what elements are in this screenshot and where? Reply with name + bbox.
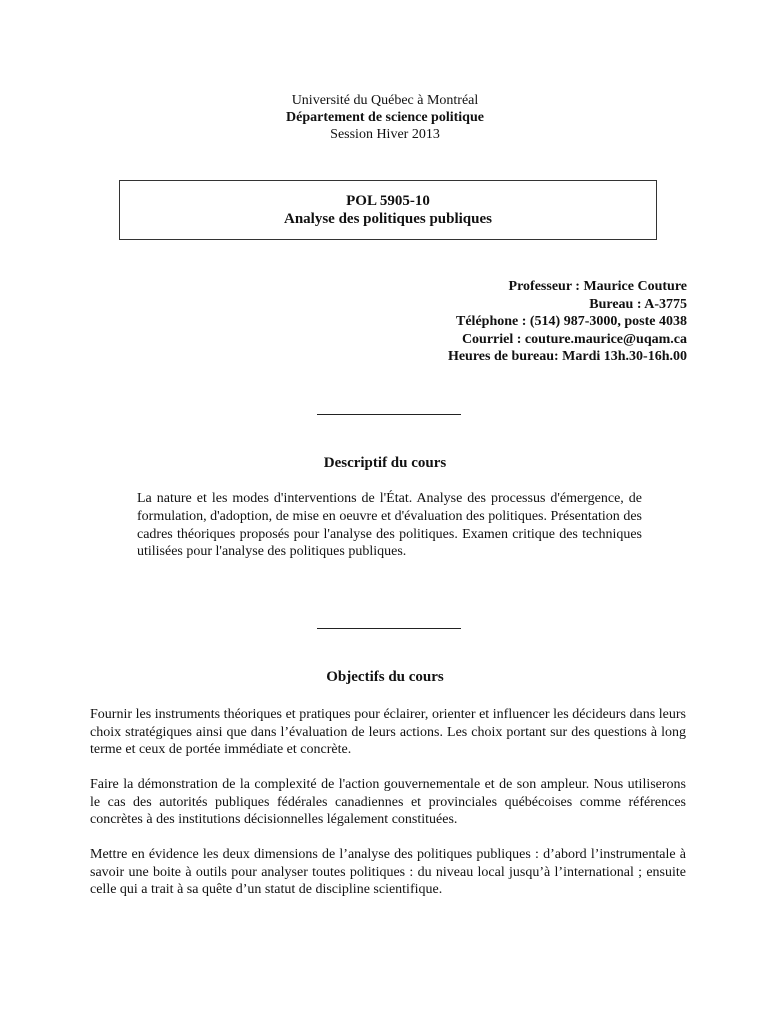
- professor-name: Professeur : Maurice Couture: [508, 279, 687, 294]
- separator-rule: [317, 414, 461, 415]
- course-title-box: [119, 180, 657, 240]
- objective-paragraph: Fournir les instruments théoriques et pratiques pour éclairer, orienter et influencer les décideurs dans leurs choix stratégiques ainsi que dans l’évaluation de leurs actions. Les choix portant sur des questions à long terme et ceux de portée immédiate et concrète.: [90, 707, 686, 758]
- department-name: Département de science politique: [286, 110, 484, 125]
- course-code: POL 5905-10: [346, 193, 430, 209]
- objectives-title: Objectifs du cours: [326, 669, 444, 685]
- professor-office: Bureau : A-3775: [589, 296, 687, 312]
- professor-phone: Téléphone : (514) 987-3000, poste 4038: [456, 314, 687, 330]
- university-name: Université du Québec à Montréal: [291, 93, 479, 108]
- objective-paragraph: Mettre en évidence les deux dimensions de l’analyse des politiques publiques : d’abord l’instrumentale à savoir une boite à outils pour analyser toutes politiques : du niveau local jusqu’à l’international ; ensuite celle qui a trait à sa quête d’un statut de discipline scientifique.: [90, 847, 686, 898]
- professor-info: [448, 278, 687, 366]
- separator-rule: [317, 628, 461, 629]
- description-text: La nature et les modes d'interventions de l'État. Analyse des processus d'émergence, de formulation, d'adoption, de mise en oeuvre et d'évaluation des politiques. Présentation des cadres théoriques proposés pour l'analyse des politiques. Examen critique des techniques utilisées pour l'analyse des politiques publiques.: [137, 491, 642, 560]
- document-header: [0, 92, 770, 143]
- professor-office-hours: Heures de bureau: Mardi 13h.30-16h.00: [447, 349, 687, 365]
- course-title: Analyse des politiques publiques: [284, 211, 492, 227]
- objective-paragraph: Faire la démonstration de la complexité de l'action gouvernementale et de son ampleur. Nous utiliserons le cas des autorités publiques fédérales canadiennes et provinciales québécoises comme références concrètes à des institutions décisionnelles légalement constituées.: [90, 777, 686, 828]
- professor-email: Courriel : couture.maurice@uqam.ca: [461, 331, 687, 347]
- session-label: Session Hiver 2013: [330, 127, 440, 142]
- description-title: Descriptif du cours: [323, 455, 447, 471]
